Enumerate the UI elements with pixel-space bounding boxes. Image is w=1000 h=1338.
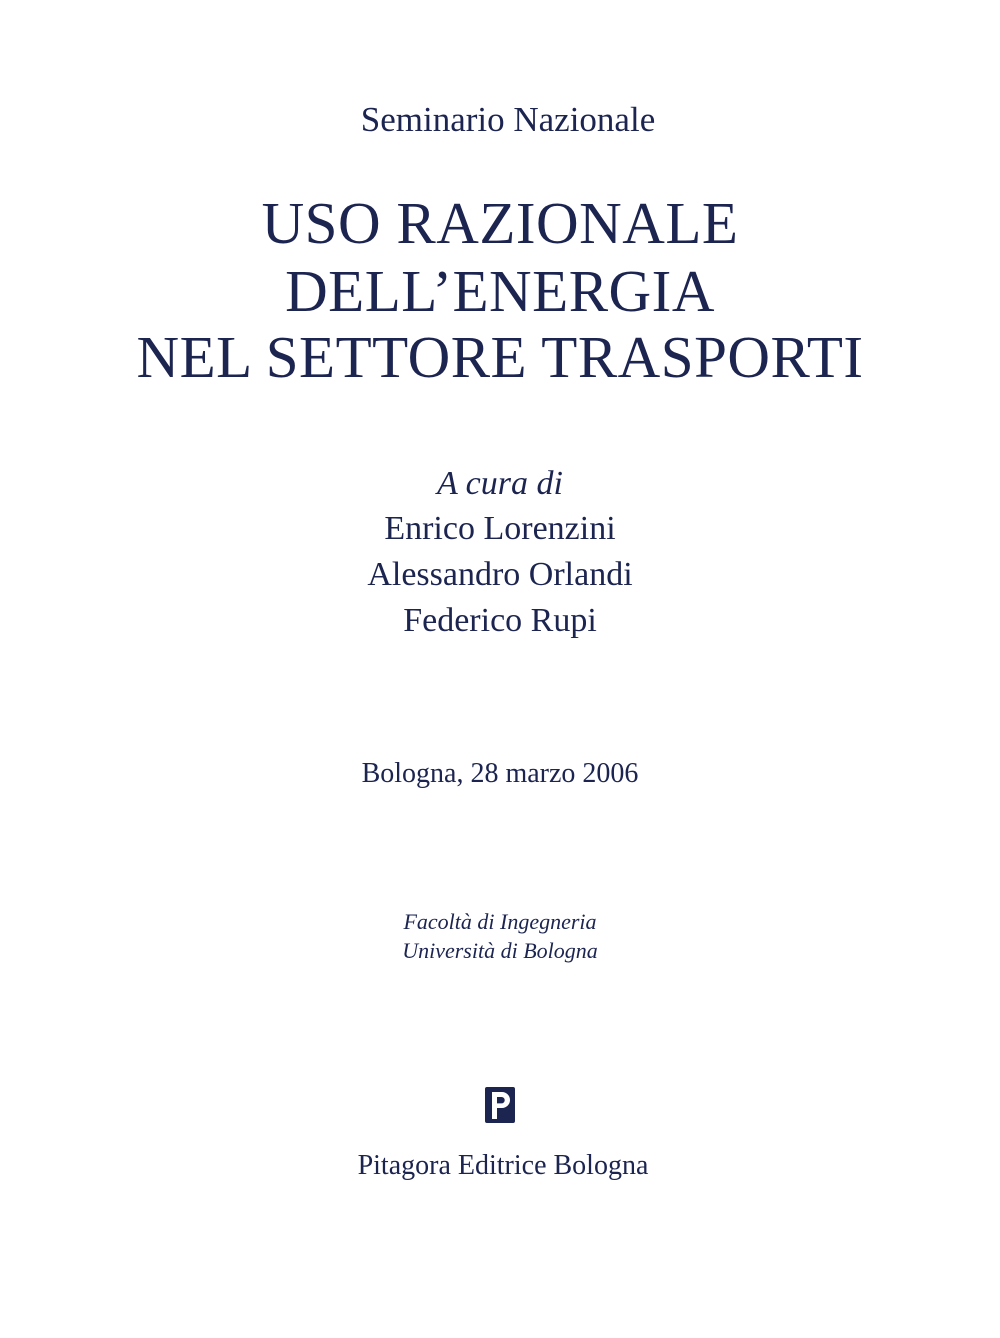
book-title-line-1: USO RAZIONALE	[261, 190, 739, 256]
editor-name: Alessandro Orlandi	[367, 556, 633, 593]
faculty-name: Facoltà di Ingegneria	[403, 909, 597, 934]
publisher-logo-icon	[485, 1087, 515, 1123]
publisher-name: Pitagora Editrice Bologna	[357, 1150, 649, 1181]
series-name: Seminario Nazionale	[360, 100, 656, 139]
editor-name: Enrico Lorenzini	[384, 510, 616, 547]
book-title-line-2: DELL’ENERGIA	[285, 258, 715, 324]
place-and-date: Bologna, 28 marzo 2006	[361, 758, 639, 789]
book-title-line-3: NEL SETTORE TRASPORTI	[136, 324, 864, 390]
editors-label: A cura di	[437, 465, 563, 502]
university-name: Università di Bologna	[402, 938, 598, 963]
editor-name: Federico Rupi	[403, 602, 597, 639]
